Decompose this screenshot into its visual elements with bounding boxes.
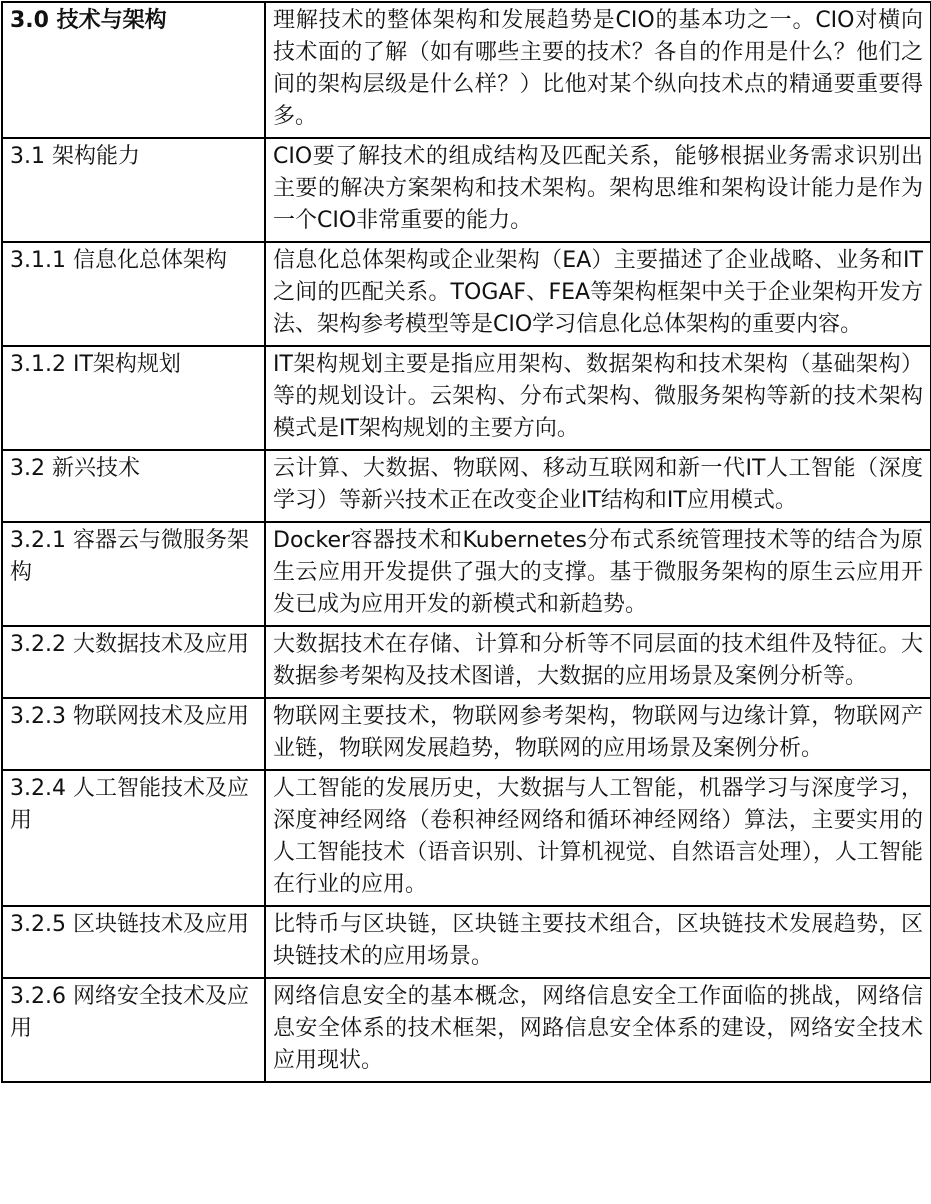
table-row [2, 978, 931, 1082]
section-description: 物联网主要技术，物联网参考架构，物联网与边缘计算，物联网产业链，物联网发展趋势，物联网的应用场景及案例分析。 [265, 698, 931, 770]
table-row [2, 906, 931, 978]
section-description: 理解技术的整体架构和发展趋势是CIO的基本功之一。CIO对横向技术面的了解（如有哪些主要的技术？各自的作用是什么？他们之间的架构层级是什么样？）比他对某个纵向技术点的精通要重要得多。 [265, 2, 931, 138]
section-title: 3.2.5 区块链技术及应用 [2, 906, 265, 978]
table-row [2, 138, 931, 242]
section-title: 3.2.3 物联网技术及应用 [2, 698, 265, 770]
section-description: 比特币与区块链，区块链主要技术组合，区块链技术发展趋势，区块链技术的应用场景。 [265, 906, 931, 978]
section-title: 3.2 新兴技术 [2, 450, 265, 522]
table-row [2, 770, 931, 906]
section-description: 信息化总体架构或企业架构（EA）主要描述了企业战略、业务和IT之间的匹配关系。TOGAF、FEA等架构框架中关于企业架构开发方法、架构参考模型等是CIO学习信息化总体架构的重要内容。 [265, 242, 931, 346]
table-row [2, 522, 931, 626]
section-title: 3.1.1 信息化总体架构 [2, 242, 265, 346]
section-description: IT架构规划主要是指应用架构、数据架构和技术架构（基础架构）等的规划设计。云架构、分布式架构、微服务架构等新的技术架构模式是IT架构规划的主要方向。 [265, 346, 931, 450]
table-row [2, 450, 931, 522]
table-row [2, 242, 931, 346]
section-description: Docker容器技术和Kubernetes分布式系统管理技术等的结合为原生云应用开发提供了强大的支撑。基于微服务架构的原生云应用开发已成为应用开发的新模式和新趋势。 [265, 522, 931, 626]
section-title: 3.2.1 容器云与微服务架构 [2, 522, 265, 626]
section-title: 3.1.2 IT架构规划 [2, 346, 265, 450]
section-title: 3.0 技术与架构 [2, 2, 265, 138]
table-row [2, 346, 931, 450]
topic-table [1, 1, 931, 1083]
section-description: 网络信息安全的基本概念，网络信息安全工作面临的挑战，网络信息安全体系的技术框架，网路信息安全体系的建设，网络安全技术应用现状。 [265, 978, 931, 1082]
section-title: 3.2.6 网络安全技术及应用 [2, 978, 265, 1082]
section-description: 大数据技术在存储、计算和分析等不同层面的技术组件及特征。大数据参考架构及技术图谱，大数据的应用场景及案例分析等。 [265, 626, 931, 698]
section-description: 人工智能的发展历史，大数据与人工智能，机器学习与深度学习，深度神经网络（卷积神经网络和循环神经网络）算法，主要实用的人工智能技术（语音识别、计算机视觉、自然语言处理），人工智能在行业的应用。 [265, 770, 931, 906]
table-row [2, 2, 931, 138]
topic-table-body [2, 2, 931, 1082]
section-title: 3.2.4 人工智能技术及应用 [2, 770, 265, 906]
section-description: 云计算、大数据、物联网、移动互联网和新一代IT人工智能（深度学习）等新兴技术正在改变企业IT结构和IT应用模式。 [265, 450, 931, 522]
table-row [2, 698, 931, 770]
table-row [2, 626, 931, 698]
section-title: 3.1 架构能力 [2, 138, 265, 242]
section-description: CIO要了解技术的组成结构及匹配关系，能够根据业务需求识别出主要的解决方案架构和技术架构。架构思维和架构设计能力是作为一个CIO非常重要的能力。 [265, 138, 931, 242]
section-title: 3.2.2 大数据技术及应用 [2, 626, 265, 698]
